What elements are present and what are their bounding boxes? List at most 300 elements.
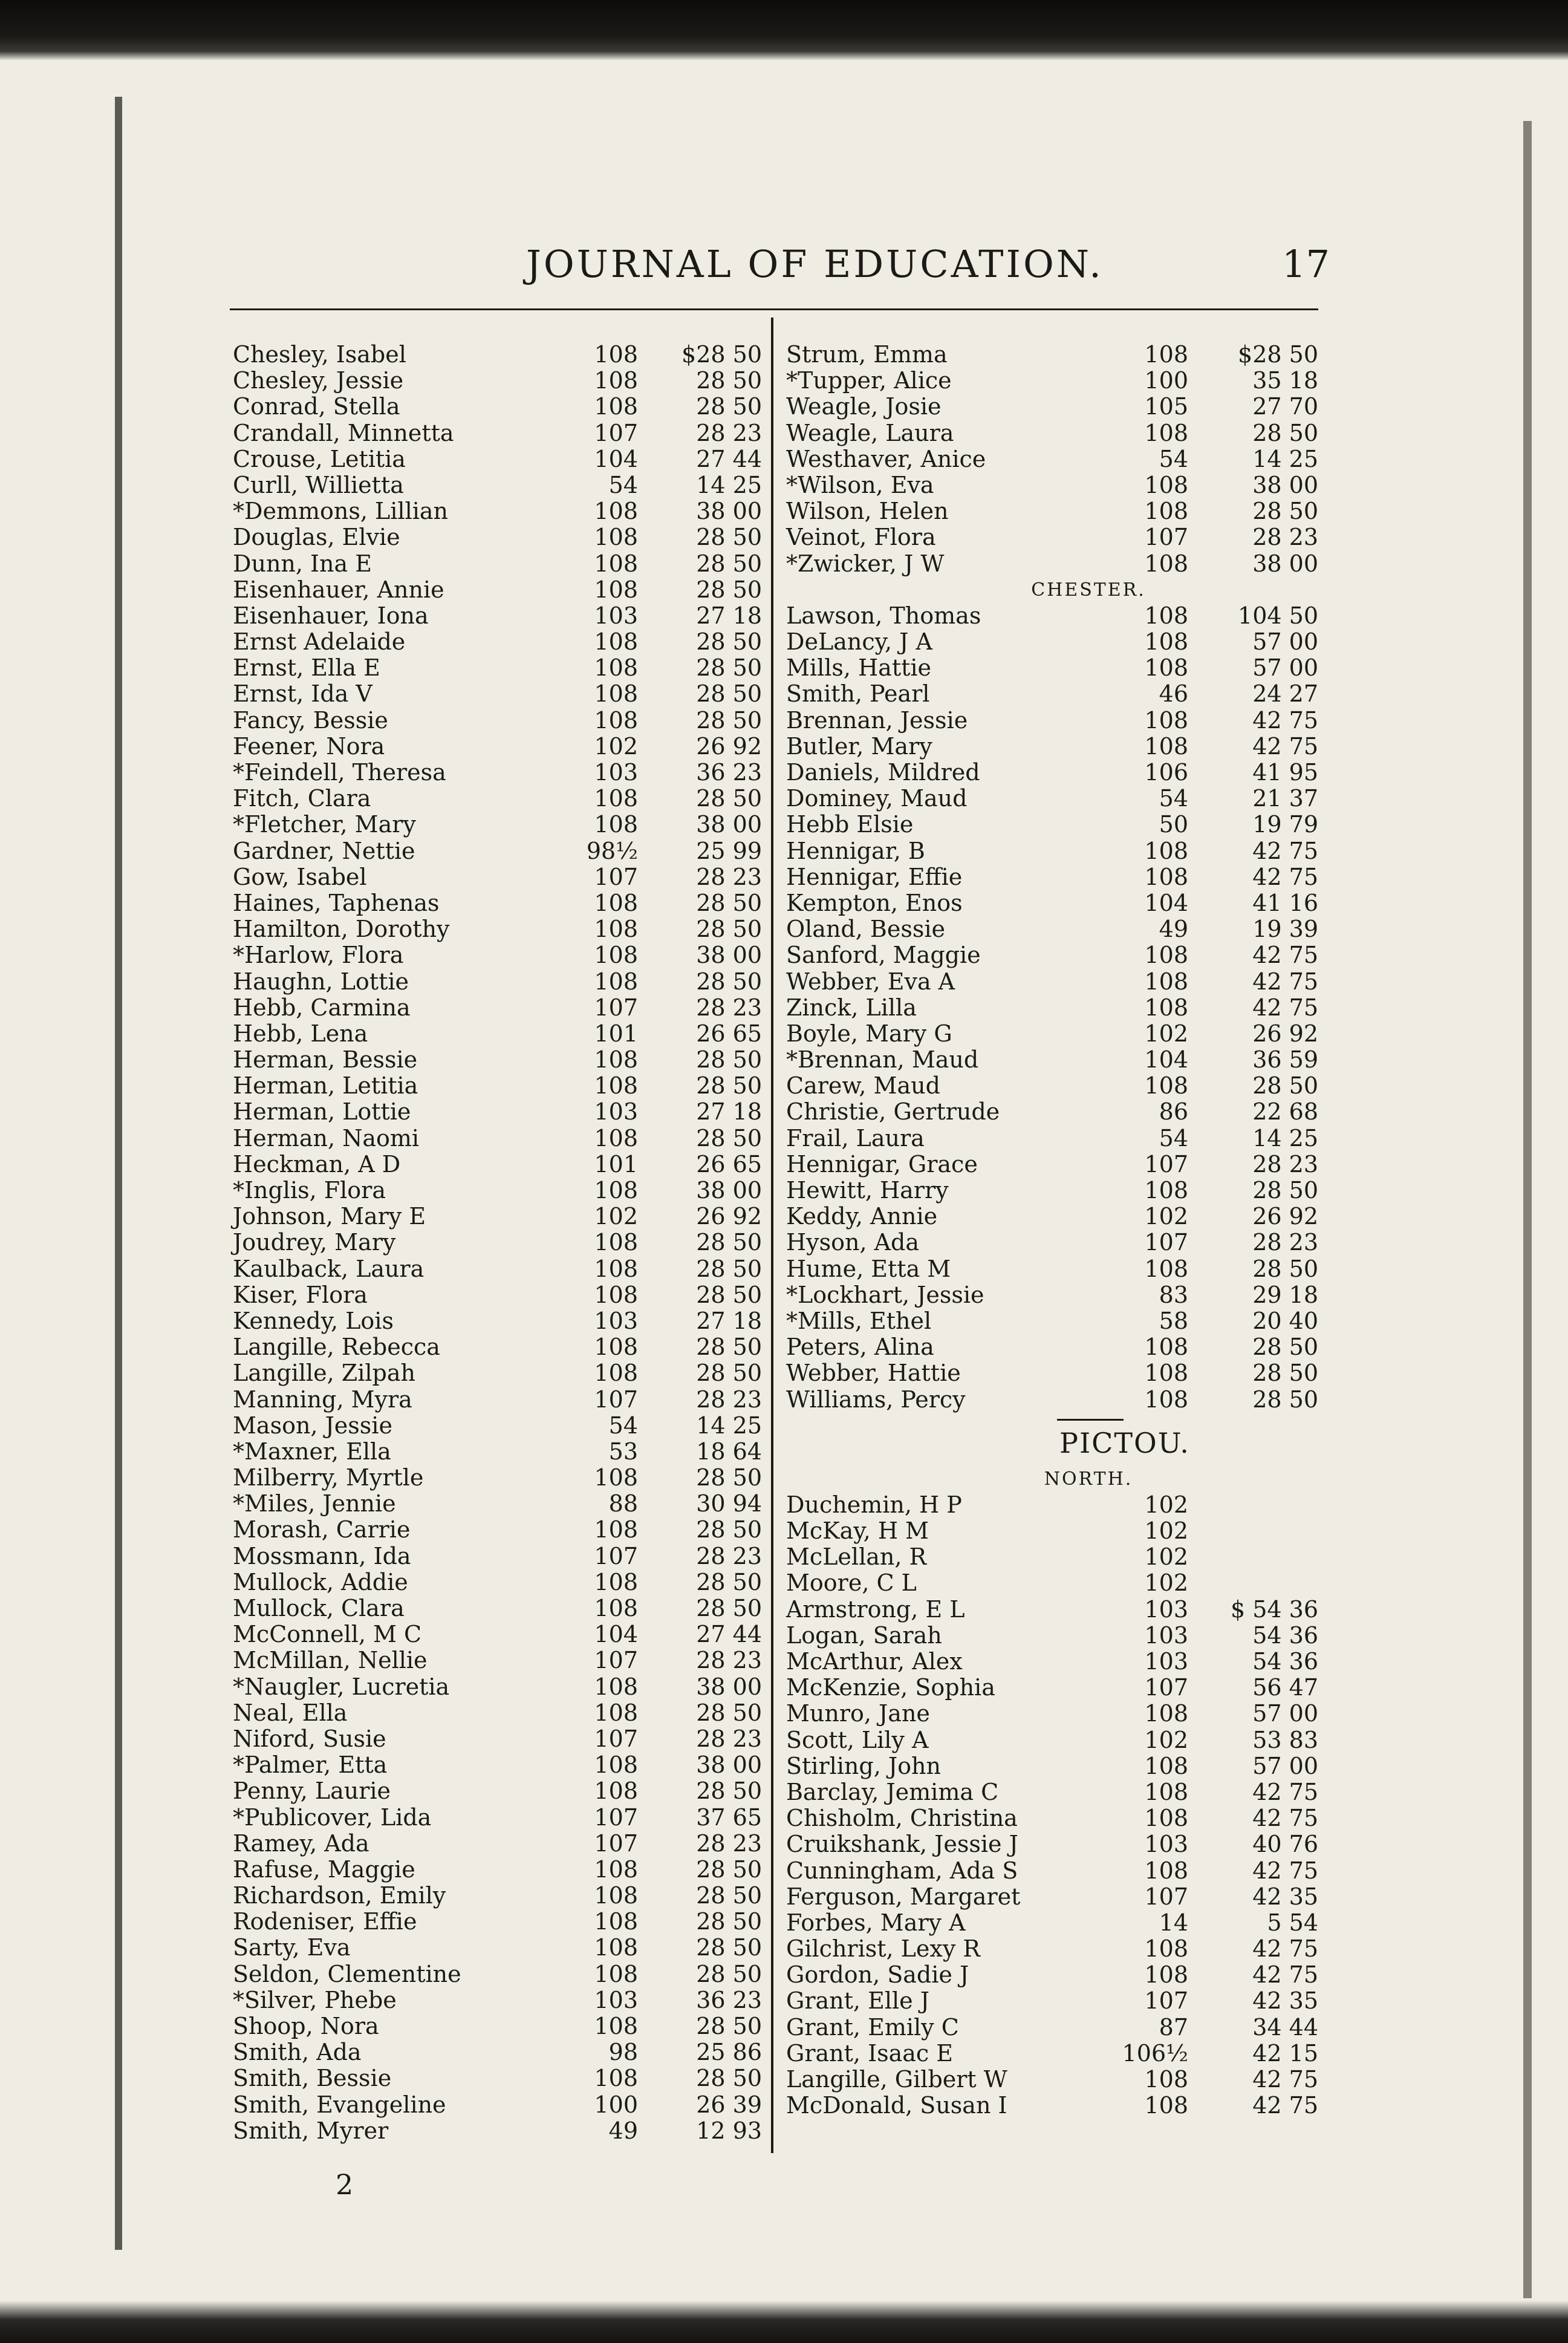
entry-name: *Tupper, Alice [786, 367, 952, 394]
entry-days: 108 [594, 1177, 638, 1204]
table-row [233, 1204, 762, 1230]
entry-amount: 28 50 [696, 1072, 762, 1100]
entry-name: McArthur, Alex [786, 1648, 963, 1675]
entry-days: 106½ [1122, 2039, 1188, 2067]
entry-name: Oland, Bessie [786, 916, 945, 943]
entry-days: 108 [1144, 1072, 1188, 1100]
table-row [233, 1360, 762, 1386]
table-row [233, 1282, 762, 1308]
entry-days: 103 [594, 1986, 638, 2013]
table-row [233, 2039, 762, 2065]
entry-days: 108 [594, 968, 638, 995]
entry-name: McConnell, M C [233, 1621, 422, 1648]
entry-days: 108 [594, 1699, 638, 1726]
entry-amount: 38 00 [696, 1752, 762, 1779]
table-row [786, 1518, 1318, 1544]
entry-name: Hebb Elsie [786, 811, 914, 838]
entry-amount: 14 25 [1252, 445, 1318, 472]
table-row [786, 2015, 1318, 2041]
entry-name: Niford, Susie [233, 1725, 386, 1752]
entry-name: Cunningham, Ada S [786, 1857, 1018, 1884]
entry-name: Mason, Jessie [233, 1412, 392, 1439]
entry-days: 102 [1144, 1203, 1188, 1230]
entry-days: 49 [1159, 916, 1188, 943]
entry-days: 108 [594, 942, 638, 969]
entry-amount: 28 50 [696, 680, 762, 708]
north-list [786, 1492, 1318, 2119]
entry-name: McLellan, R [786, 1543, 927, 1571]
entry-days: 107 [594, 1804, 638, 1831]
entry-days: 108 [1144, 863, 1188, 890]
entry-amount: 28 50 [696, 1124, 762, 1152]
entry-amount: 28 50 [696, 1464, 762, 1491]
table-row [786, 760, 1318, 786]
table-row [233, 681, 762, 707]
entry-days: 108 [1144, 1386, 1188, 1413]
table-row [233, 394, 762, 420]
entry-amount: 28 50 [696, 550, 762, 577]
table-row [786, 2093, 1318, 2119]
entry-days: 108 [594, 498, 638, 525]
scan-edge-top [0, 0, 1568, 60]
entry-days: 108 [594, 706, 638, 734]
entry-amount: 28 50 [1252, 1334, 1318, 1361]
table-row [233, 655, 762, 681]
entry-amount: 42 75 [1252, 1935, 1318, 1963]
entry-name: Haughn, Lottie [233, 968, 409, 995]
table-row [233, 1961, 762, 1987]
entry-amount: 27 44 [696, 445, 762, 472]
entry-days: 108 [594, 1934, 638, 1961]
entry-name: *Palmer, Etta [233, 1752, 388, 1779]
entry-name: Langille, Rebecca [233, 1334, 440, 1361]
entry-name: Johnson, Mary E [233, 1203, 426, 1230]
table-row [786, 1884, 1318, 1910]
entry-amount: 40 76 [1252, 1831, 1318, 1858]
entry-days: 108 [594, 1360, 638, 1387]
entry-days: 108 [594, 1908, 638, 1935]
entry-name: Penny, Laurie [233, 1778, 391, 1805]
table-row [233, 838, 762, 864]
entry-name: DeLancy, J A [786, 628, 932, 656]
entry-amount: 28 50 [696, 1516, 762, 1543]
entry-name: Ramey, Ada [233, 1830, 369, 1857]
entry-amount: 54 36 [1252, 1648, 1318, 1675]
entry-amount: 38 00 [696, 1673, 762, 1700]
entry-name: *Brennan, Maud [786, 1046, 979, 1074]
entry-days: 103 [594, 1307, 638, 1334]
entry-days: 108 [1144, 1360, 1188, 1387]
entry-amount: 28 50 [696, 1960, 762, 1987]
entry-name: *Wilson, Eva [786, 471, 934, 498]
table-row [233, 1230, 762, 1256]
entry-days: 108 [1144, 1334, 1188, 1361]
entry-days: 107 [1144, 1987, 1188, 2015]
entry-days: 108 [1144, 1752, 1188, 1779]
table-row [786, 1282, 1318, 1308]
table-row [786, 446, 1318, 472]
entry-amount: 38 00 [696, 811, 762, 838]
entry-amount: 38 00 [696, 1177, 762, 1204]
entry-days: 108 [1144, 550, 1188, 577]
table-row [786, 1126, 1318, 1152]
entry-amount: 26 65 [696, 1150, 762, 1178]
table-row [786, 1021, 1318, 1047]
entry-days: 106 [1144, 759, 1188, 786]
entry-days: 107 [594, 1647, 638, 1674]
entry-name: Grant, Emily C [786, 2013, 959, 2041]
entry-amount: 26 39 [696, 2091, 762, 2118]
entry-amount: 28 50 [696, 1856, 762, 1883]
entry-days: 108 [594, 1595, 638, 1621]
entry-name: Hebb, Carmina [233, 994, 411, 1021]
entry-name: McKenzie, Sophia [786, 1674, 995, 1701]
table-row [786, 1256, 1318, 1282]
table-row [233, 1857, 762, 1883]
entry-name: Barclay, Jemima C [786, 1778, 999, 1805]
entry-amount: 42 75 [1252, 1961, 1318, 1989]
entry-name: Scott, Lily A [786, 1726, 929, 1753]
table-row [233, 916, 762, 942]
entry-days: 108 [1144, 942, 1188, 969]
table-row [786, 498, 1318, 524]
table-row [233, 1256, 762, 1282]
entry-name: Fancy, Bessie [233, 706, 388, 734]
table-row [233, 1413, 762, 1439]
entry-days: 108 [594, 1778, 638, 1805]
entry-name: Moore, C L [786, 1569, 917, 1597]
entry-name: Hennigar, B [786, 837, 925, 864]
entry-days: 108 [594, 1124, 638, 1152]
entry-days: 107 [594, 1542, 638, 1569]
entry-name: Hennigar, Grace [786, 1150, 978, 1178]
entry-name: Richardson, Emily [233, 1882, 446, 1909]
table-row [786, 603, 1318, 629]
entry-name: Hume, Etta M [786, 1255, 951, 1282]
entry-amount: 28 50 [696, 1360, 762, 1387]
entry-days: 102 [1144, 1726, 1188, 1753]
entry-amount: 26 92 [1252, 1020, 1318, 1047]
table-row [786, 1152, 1318, 1178]
table-row [786, 1727, 1318, 1753]
entry-name: Weagle, Josie [786, 393, 942, 420]
entry-name: Cruikshank, Jessie J [786, 1831, 1018, 1858]
entry-days: 103 [1144, 1648, 1188, 1675]
table-row [786, 2041, 1318, 2067]
entry-amount: 28 23 [696, 419, 762, 446]
table-row [786, 551, 1318, 577]
entry-days: 101 [594, 1150, 638, 1178]
right-column [786, 342, 1318, 2119]
entry-name: Ernst Adelaide [233, 628, 406, 656]
entry-days: 83 [1159, 1281, 1188, 1308]
entry-days: 108 [594, 1334, 638, 1361]
entry-days: 108 [594, 341, 638, 368]
left-column [233, 342, 762, 2144]
entry-amount: 28 50 [1252, 1360, 1318, 1387]
section-rule [1057, 1419, 1124, 1421]
scan-edge-left [115, 97, 122, 2250]
entry-name: Hyson, Ada [786, 1229, 920, 1256]
entry-days: 108 [1144, 837, 1188, 864]
entry-amount: 53 83 [1252, 1726, 1318, 1753]
entry-amount: 28 23 [696, 1725, 762, 1752]
entry-name: Williams, Percy [786, 1386, 966, 1413]
table-row [233, 603, 762, 629]
entry-days: 108 [594, 811, 638, 838]
entry-amount: 28 50 [696, 1908, 762, 1935]
entry-name: Crouse, Letitia [233, 445, 406, 472]
table-row [233, 760, 762, 786]
entry-days: 108 [594, 367, 638, 394]
entry-days: 108 [1144, 968, 1188, 995]
table-row [786, 1910, 1318, 1936]
table-row [786, 655, 1318, 681]
entry-name: Forbes, Mary A [786, 1909, 966, 1936]
right-list-top [786, 342, 1318, 577]
entry-days: 88 [608, 1490, 638, 1517]
entry-name: Armstrong, E L [786, 1595, 965, 1623]
entry-amount: 38 00 [1252, 550, 1318, 577]
entry-name: Herman, Lottie [233, 1098, 411, 1126]
entry-days: 46 [1159, 680, 1188, 708]
entry-name: Kiser, Flora [233, 1281, 368, 1308]
entry-name: Smith, Myrer [233, 2117, 389, 2144]
entry-name: Hebb, Lena [233, 1020, 368, 1047]
entry-name: Shoop, Nora [233, 2013, 379, 2039]
table-row [233, 1595, 762, 1621]
entry-days: 108 [594, 2065, 638, 2092]
entry-name: Seldon, Clementine [233, 1960, 461, 1987]
entry-name: *Publicover, Lida [233, 1804, 432, 1831]
entry-name: Langille, Gilbert W [786, 2066, 1007, 2093]
entry-days: 107 [594, 419, 638, 446]
table-row [233, 1439, 762, 1465]
entry-amount: 28 50 [1252, 1255, 1318, 1282]
entry-days: 107 [594, 994, 638, 1021]
entry-amount: $28 50 [1238, 341, 1318, 368]
table-row [786, 472, 1318, 498]
entry-days: 54 [608, 1412, 638, 1439]
entry-name: Veinot, Flora [786, 524, 936, 551]
entry-amount: 42 75 [1252, 968, 1318, 995]
entry-amount: 42 75 [1252, 732, 1318, 760]
entry-amount: 28 23 [1252, 1229, 1318, 1256]
entry-amount: 28 50 [696, 785, 762, 812]
entry-name: Hamilton, Dorothy [233, 916, 450, 943]
entry-amount: 22 68 [1252, 1098, 1318, 1126]
entry-name: *Inglis, Flora [233, 1177, 386, 1204]
header-rule [230, 308, 1318, 310]
entry-days: 103 [594, 1098, 638, 1126]
entry-amount: 28 23 [1252, 1150, 1318, 1178]
table-row [233, 1126, 762, 1152]
entry-amount: 28 23 [696, 1542, 762, 1569]
entry-days: 104 [594, 445, 638, 472]
table-row [786, 1649, 1318, 1675]
entry-amount: 28 50 [696, 1934, 762, 1961]
table-row [233, 1334, 762, 1360]
entry-name: Feener, Nora [233, 732, 385, 760]
table-row [233, 2092, 762, 2118]
table-row [786, 629, 1318, 655]
entry-name: Sarty, Eva [233, 1934, 351, 1961]
north-label: NORTH. [1044, 1468, 1133, 1490]
entry-amount: 42 75 [1252, 2066, 1318, 2093]
table-row [786, 1308, 1318, 1334]
table-row [786, 420, 1318, 446]
entry-amount: 28 50 [696, 1882, 762, 1909]
entry-name: *Zwicker, J W [786, 550, 945, 577]
entry-amount: 28 50 [696, 393, 762, 420]
entry-days: 50 [1159, 811, 1188, 838]
table-row [233, 446, 762, 472]
entry-name: Rafuse, Maggie [233, 1856, 415, 1883]
entry-name: Grant, Isaac E [786, 2039, 954, 2067]
entry-days: 103 [594, 759, 638, 786]
entry-days: 108 [1144, 706, 1188, 734]
entry-name: Haines, Taphenas [233, 889, 440, 916]
table-row [786, 1779, 1318, 1805]
chester-list [786, 603, 1318, 1413]
table-row [786, 1753, 1318, 1779]
entry-amount: 19 39 [1252, 916, 1318, 943]
entry-days: 108 [594, 916, 638, 943]
entry-amount: 57 00 [1252, 1700, 1318, 1727]
entry-name: Dominey, Maud [786, 785, 968, 812]
entry-days: 103 [1144, 1831, 1188, 1858]
entry-days: 108 [1144, 1700, 1188, 1727]
entry-amount: 28 50 [1252, 1386, 1318, 1413]
entry-name: Stirling, John [786, 1752, 941, 1779]
entry-days: 108 [594, 2013, 638, 2039]
entry-days: 107 [594, 1830, 638, 1857]
entry-name: *Harlow, Flora [233, 942, 404, 969]
entry-amount: 28 50 [696, 524, 762, 551]
table-row [786, 1073, 1318, 1099]
entry-name: *Silver, Phebe [233, 1986, 397, 2013]
table-row [786, 1623, 1318, 1649]
entry-amount: 27 70 [1252, 393, 1318, 420]
entry-days: 87 [1159, 2013, 1188, 2041]
entry-amount: 42 75 [1252, 837, 1318, 864]
entry-amount: 41 95 [1252, 759, 1318, 786]
entry-name: Grant, Elle J [786, 1987, 929, 2015]
table-row [786, 708, 1318, 734]
entry-amount: 28 23 [696, 1647, 762, 1674]
entry-name: Boyle, Mary G [786, 1020, 952, 1047]
entry-amount: 36 23 [696, 1986, 762, 2013]
entry-days: 54 [608, 471, 638, 498]
table-row [233, 942, 762, 968]
entry-amount: 28 50 [696, 654, 762, 682]
table-row [233, 472, 762, 498]
entry-name: Smith, Evangeline [233, 2091, 446, 2118]
entry-days: 54 [1159, 1124, 1188, 1152]
entry-amount: 57 00 [1252, 628, 1318, 656]
entry-days: 107 [594, 863, 638, 890]
entry-amount: 28 50 [696, 1778, 762, 1805]
entry-amount: 28 50 [696, 367, 762, 394]
table-row [233, 2065, 762, 2091]
entry-amount: 26 92 [1252, 1203, 1318, 1230]
entry-name: McMillan, Nellie [233, 1647, 428, 1674]
section-subheading-north [786, 1466, 1318, 1492]
table-row [233, 498, 762, 524]
entry-amount: 14 25 [1252, 1124, 1318, 1152]
table-row [786, 342, 1318, 368]
entry-name: Hennigar, Effie [786, 863, 963, 890]
table-row [786, 681, 1318, 707]
entry-days: 108 [594, 628, 638, 656]
entry-amount: 5 54 [1267, 1909, 1318, 1936]
entry-days: 107 [594, 1386, 638, 1413]
entry-name: Lawson, Thomas [786, 602, 981, 629]
entry-amount: 104 50 [1238, 602, 1318, 629]
entry-name: Kennedy, Lois [233, 1307, 394, 1334]
entry-days: 103 [1144, 1595, 1188, 1623]
table-row [233, 969, 762, 995]
entry-amount: 28 50 [1252, 419, 1318, 446]
entry-days: 108 [594, 889, 638, 916]
entry-amount: 42 75 [1252, 706, 1318, 734]
table-row [233, 1987, 762, 2013]
entry-days: 108 [594, 1072, 638, 1100]
table-row [233, 551, 762, 577]
entry-name: Duchemin, H P [786, 1491, 962, 1518]
entry-name: Keddy, Annie [786, 1203, 938, 1230]
table-row [233, 1178, 762, 1204]
page-number: 17 [1282, 242, 1330, 286]
journal-title: JOURNAL OF EDUCATION. [526, 242, 1104, 286]
entry-amount: 18 64 [696, 1438, 762, 1465]
chester-label: CHESTER. [1031, 579, 1146, 601]
entry-amount: 21 37 [1252, 785, 1318, 812]
table-row [786, 2067, 1318, 2093]
entry-days: 108 [1144, 341, 1188, 368]
entry-amount: 34 44 [1252, 2013, 1318, 2041]
entry-name: Herman, Bessie [233, 1046, 418, 1074]
table-row [233, 1909, 762, 1935]
entry-days: 54 [1159, 445, 1188, 472]
entry-name: Carew, Maud [786, 1072, 940, 1100]
entry-days: 108 [594, 680, 638, 708]
entry-days: 108 [594, 393, 638, 420]
table-row [786, 1675, 1318, 1701]
table-row [786, 995, 1318, 1021]
table-row [233, 995, 762, 1021]
table-row [786, 1936, 1318, 1962]
table-row [786, 1230, 1318, 1256]
entry-amount: 27 18 [696, 1307, 762, 1334]
entry-name: Weagle, Laura [786, 419, 954, 446]
entry-amount: 42 15 [1252, 2039, 1318, 2067]
entry-amount: 36 23 [696, 759, 762, 786]
entry-days: 102 [1144, 1020, 1188, 1047]
entry-amount: 28 50 [696, 1046, 762, 1074]
entry-amount: 28 50 [696, 1699, 762, 1726]
entry-days: 108 [1144, 654, 1188, 682]
entry-days: 108 [1144, 1857, 1188, 1884]
entry-name: Milberry, Myrtle [233, 1464, 424, 1491]
entry-days: 108 [594, 654, 638, 682]
entry-days: 98½ [586, 837, 638, 864]
table-row [233, 1543, 762, 1569]
entry-days: 108 [1144, 498, 1188, 525]
table-row [786, 1570, 1318, 1596]
entry-amount: 28 50 [696, 628, 762, 656]
entry-amount: 28 50 [696, 889, 762, 916]
